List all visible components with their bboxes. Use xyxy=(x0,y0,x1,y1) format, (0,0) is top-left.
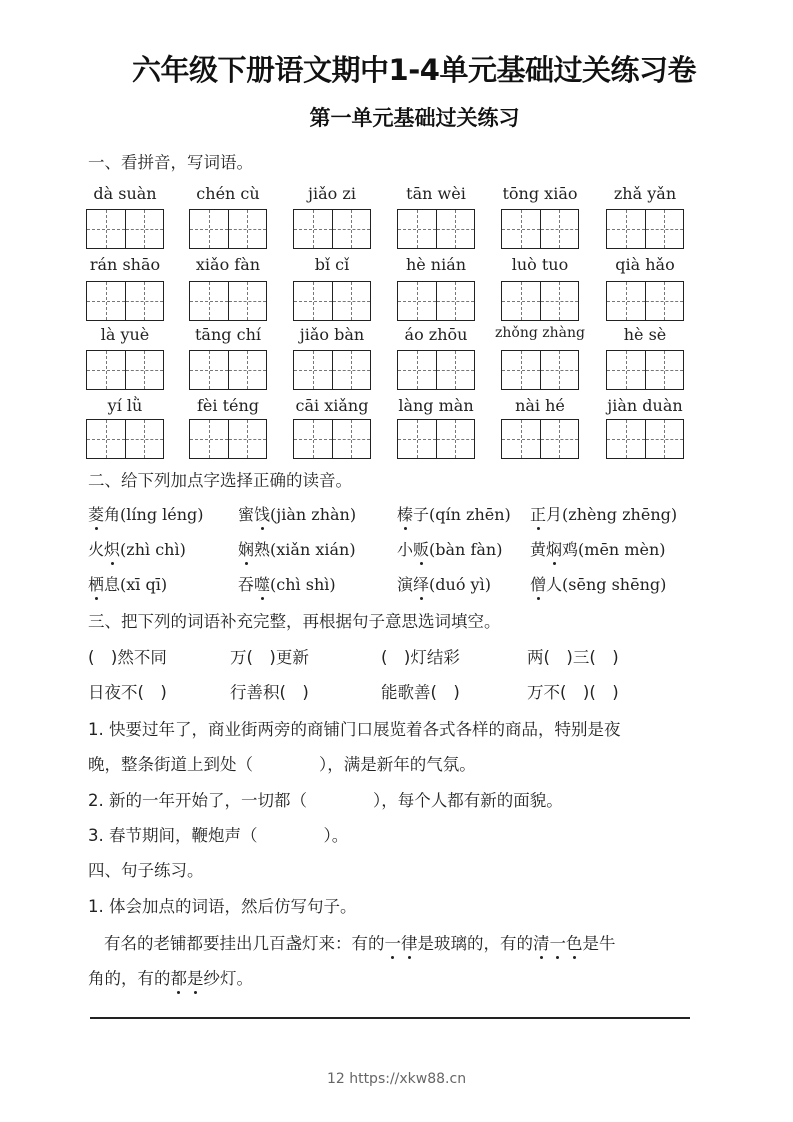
writing-box[interactable] xyxy=(501,209,579,249)
dotted-character: 是 xyxy=(187,965,204,989)
pinyin-label: xiǎo fàn xyxy=(195,255,261,274)
character-cell[interactable] xyxy=(333,282,371,320)
dotted-character: 炽 xyxy=(104,537,120,560)
word-part: 熟 xyxy=(254,540,271,559)
pinyin-label: zhǎ yǎn xyxy=(613,184,677,203)
dotted-word-yilv xyxy=(385,934,418,953)
reading-item xyxy=(238,502,356,525)
character-cell[interactable] xyxy=(87,282,126,320)
word-part: 月 xyxy=(546,505,563,524)
dotted-character: 一 xyxy=(385,930,402,954)
character-cell[interactable] xyxy=(126,210,164,248)
dotted-character: 色 xyxy=(566,930,583,954)
example-text: 纱灯。 xyxy=(203,969,253,988)
writing-box[interactable] xyxy=(189,209,267,249)
character-cell[interactable] xyxy=(190,420,229,458)
dotted-character: 菱 xyxy=(88,502,104,525)
character-cell[interactable] xyxy=(229,282,267,320)
page-title: 六年级下册语文期中1-4单元基础过关练习卷 xyxy=(132,53,696,87)
word-part: 火 xyxy=(88,540,105,559)
reading-item xyxy=(397,537,502,560)
pinyin-options[interactable]: (jiàn zhàn) xyxy=(270,505,357,524)
character-cell[interactable] xyxy=(502,420,541,458)
pinyin-label: tān wèi xyxy=(406,184,466,203)
writing-box[interactable] xyxy=(397,419,475,459)
pinyin-label: rán shāo xyxy=(89,255,161,274)
idiom-blank[interactable]: ( )灯结彩 xyxy=(381,648,460,667)
writing-box[interactable] xyxy=(189,419,267,459)
pinyin-options[interactable]: (sēng shēng) xyxy=(562,575,667,594)
word-part: 演 xyxy=(397,575,414,594)
writing-box[interactable] xyxy=(397,209,475,249)
writing-box[interactable] xyxy=(501,419,579,459)
example-text: 角的，有的 xyxy=(88,969,171,988)
example-text: 有名的老铺都要挂出几百盏灯来：有的 xyxy=(104,934,385,953)
character-cell[interactable] xyxy=(87,210,126,248)
character-cell[interactable] xyxy=(294,210,333,248)
character-cell[interactable] xyxy=(502,282,541,320)
character-cell[interactable] xyxy=(229,351,267,389)
pinyin-options[interactable]: (zhèng zhēng) xyxy=(562,505,678,524)
character-cell[interactable] xyxy=(190,210,229,248)
reading-item xyxy=(530,502,677,525)
dotted-character: 噬 xyxy=(254,572,270,595)
pinyin-label: fèi téng xyxy=(196,396,260,415)
dotted-character: 栖 xyxy=(88,572,104,595)
reading-item xyxy=(397,502,511,525)
pinyin-label: luò tuo xyxy=(511,255,569,274)
character-cell[interactable] xyxy=(398,210,437,248)
idiom-blank[interactable]: ( )然不同 xyxy=(88,648,167,667)
character-cell[interactable] xyxy=(607,420,646,458)
pinyin-options[interactable]: (xiǎn xián) xyxy=(270,540,356,559)
writing-box[interactable] xyxy=(86,209,164,249)
character-cell[interactable] xyxy=(646,282,684,320)
character-cell[interactable] xyxy=(437,282,475,320)
example-sentence-line1 xyxy=(104,930,616,954)
writing-box[interactable] xyxy=(501,350,579,390)
writing-box[interactable] xyxy=(189,281,267,321)
writing-box[interactable] xyxy=(501,281,579,321)
word-part: 鸡 xyxy=(562,540,579,559)
idiom-blank[interactable]: 能歌善( ) xyxy=(381,683,460,702)
pinyin-label: yí lǜ xyxy=(107,396,143,415)
pinyin-options[interactable]: (xī qī) xyxy=(120,575,168,594)
reading-item xyxy=(238,537,356,560)
pinyin-label: làng màn xyxy=(398,396,474,415)
pinyin-label: jiǎo zi xyxy=(308,184,356,203)
character-cell[interactable] xyxy=(502,210,541,248)
character-cell[interactable] xyxy=(87,420,126,458)
character-cell[interactable] xyxy=(294,420,333,458)
writing-box[interactable] xyxy=(293,350,371,390)
writing-box[interactable] xyxy=(86,350,164,390)
dotted-character: 焖 xyxy=(546,537,562,560)
pinyin-options[interactable]: (bàn fàn) xyxy=(429,540,503,559)
character-cell[interactable] xyxy=(398,420,437,458)
dotted-character: 僧 xyxy=(530,572,546,595)
character-cell[interactable] xyxy=(190,351,229,389)
pinyin-options[interactable]: (zhì chì) xyxy=(120,540,186,559)
writing-box[interactable] xyxy=(606,419,684,459)
dotted-character: 清 xyxy=(533,930,550,954)
character-cell[interactable] xyxy=(646,210,684,248)
character-cell[interactable] xyxy=(126,282,164,320)
pinyin-label: hè sè xyxy=(623,325,667,344)
writing-box[interactable] xyxy=(397,350,475,390)
character-cell[interactable] xyxy=(607,351,646,389)
writing-box[interactable] xyxy=(606,350,684,390)
character-cell[interactable] xyxy=(229,420,267,458)
character-cell[interactable] xyxy=(646,420,684,458)
dotted-character: 都 xyxy=(171,965,188,989)
pinyin-label: chén cù xyxy=(196,184,260,203)
pinyin-label: tāng chí xyxy=(195,325,261,344)
sentence-2: 2. 新的一年开始了，一切都（ ），每个人都有新的面貌。 xyxy=(88,791,563,810)
character-cell[interactable] xyxy=(294,351,333,389)
pinyin-label: jiàn duàn xyxy=(607,396,683,415)
word-part: 蜜 xyxy=(238,505,255,524)
idiom-blank[interactable]: 万不( )( ) xyxy=(527,683,619,702)
writing-box[interactable] xyxy=(293,281,371,321)
section4-heading: 四、句子练习。 xyxy=(88,861,204,880)
writing-box[interactable] xyxy=(606,209,684,249)
pinyin-label: cāi xiǎng xyxy=(295,396,369,415)
word-part: 子 xyxy=(413,505,430,524)
pinyin-options[interactable]: (mēn mèn) xyxy=(578,540,666,559)
writing-box[interactable] xyxy=(397,281,475,321)
character-cell[interactable] xyxy=(541,210,579,248)
idiom-blank[interactable]: 万( )更新 xyxy=(230,648,309,667)
pinyin-label: áo zhōu xyxy=(404,325,468,344)
sentence-1a: 1. 快要过年了，商业街两旁的商铺门口展览着各式各样的商品，特别是夜 xyxy=(88,720,621,739)
pinyin-label: zhǒng zhàng xyxy=(495,325,585,341)
idiom-blank[interactable]: 日夜不( ) xyxy=(88,683,167,702)
dotted-word-qingyise xyxy=(533,934,583,953)
character-cell[interactable] xyxy=(437,210,475,248)
character-cell[interactable] xyxy=(333,420,371,458)
pinyin-options[interactable]: (qín zhēn) xyxy=(429,505,511,524)
dotted-character: 娴 xyxy=(238,537,254,560)
idiom-blank[interactable]: 行善积( ) xyxy=(230,683,309,702)
writing-box[interactable] xyxy=(86,419,164,459)
dotted-character: 饯 xyxy=(254,502,270,525)
sentence-3: 3. 春节期间，鞭炮声（ ）。 xyxy=(88,826,349,845)
pinyin-label: hè nián xyxy=(405,255,467,274)
sentence-1b: 晚，整条街道上到处（ ），满是新年的气氛。 xyxy=(88,755,476,774)
word-part: 人 xyxy=(546,575,563,594)
reading-item xyxy=(88,502,204,525)
reading-item xyxy=(88,537,186,560)
character-cell[interactable] xyxy=(333,351,371,389)
word-part: 息 xyxy=(104,575,121,594)
character-cell[interactable] xyxy=(541,420,579,458)
example-sentence-line2 xyxy=(88,965,253,989)
character-cell[interactable] xyxy=(333,210,371,248)
page-footer: 12 https://xkw88.cn xyxy=(326,1071,467,1087)
dotted-character: 律 xyxy=(401,930,418,954)
reading-item xyxy=(238,572,336,595)
example-text: 是玻璃的，有的 xyxy=(417,934,533,953)
word-part: 小 xyxy=(397,540,414,559)
dotted-character: 绎 xyxy=(413,572,429,595)
character-cell[interactable] xyxy=(229,210,267,248)
dotted-character: 正 xyxy=(530,502,546,525)
example-text: 是牛 xyxy=(582,934,616,953)
character-cell[interactable] xyxy=(126,420,164,458)
section1-heading: 一、看拼音，写词语。 xyxy=(88,153,253,172)
writing-box[interactable] xyxy=(86,281,164,321)
section4-task: 1. 体会加点的词语，然后仿写句子。 xyxy=(88,897,357,916)
reading-item xyxy=(397,572,491,595)
reading-item xyxy=(88,572,167,595)
character-cell[interactable] xyxy=(607,282,646,320)
character-cell[interactable] xyxy=(541,282,579,320)
character-cell[interactable] xyxy=(607,210,646,248)
writing-box[interactable] xyxy=(293,209,371,249)
idiom-blank[interactable]: 两( )三( ) xyxy=(527,648,619,667)
character-cell[interactable] xyxy=(646,351,684,389)
character-cell[interactable] xyxy=(190,282,229,320)
dotted-word-doushi xyxy=(171,969,204,988)
character-cell[interactable] xyxy=(87,351,126,389)
pinyin-label: qià hǎo xyxy=(615,255,675,274)
pinyin-label: là yuè xyxy=(100,325,150,344)
writing-box[interactable] xyxy=(606,281,684,321)
pinyin-label: dà suàn xyxy=(93,184,157,203)
dotted-character: 一 xyxy=(550,930,567,954)
character-cell[interactable] xyxy=(502,351,541,389)
reading-item xyxy=(530,537,666,560)
word-part: 黄 xyxy=(530,540,547,559)
dotted-character: 榛 xyxy=(397,502,413,525)
pinyin-label: jiǎo bàn xyxy=(299,325,365,344)
answer-line[interactable] xyxy=(90,1017,690,1019)
pinyin-label: nài hé xyxy=(515,396,565,415)
pinyin-label: bǐ cǐ xyxy=(314,255,350,274)
character-cell[interactable] xyxy=(398,351,437,389)
character-cell[interactable] xyxy=(126,351,164,389)
pinyin-label: tōng xiāo xyxy=(502,184,578,203)
character-cell[interactable] xyxy=(398,282,437,320)
writing-box[interactable] xyxy=(189,350,267,390)
reading-item xyxy=(530,572,666,595)
dotted-character: 贩 xyxy=(413,537,429,560)
pinyin-options[interactable]: (chì shì) xyxy=(270,575,336,594)
character-cell[interactable] xyxy=(541,351,579,389)
unit-subtitle: 第一单元基础过关练习 xyxy=(309,106,520,130)
character-cell[interactable] xyxy=(294,282,333,320)
word-part: 角 xyxy=(104,505,121,524)
character-cell[interactable] xyxy=(437,351,475,389)
pinyin-options[interactable]: (líng léng) xyxy=(120,505,204,524)
writing-box[interactable] xyxy=(293,419,371,459)
pinyin-options[interactable]: (duó yì) xyxy=(429,575,491,594)
character-cell[interactable] xyxy=(437,420,475,458)
section3-heading: 三、把下列的词语补充完整，再根据句子意思选词填空。 xyxy=(88,612,501,631)
section2-heading: 二、给下列加点字选择正确的读音。 xyxy=(88,471,352,490)
word-part: 吞 xyxy=(238,575,255,594)
